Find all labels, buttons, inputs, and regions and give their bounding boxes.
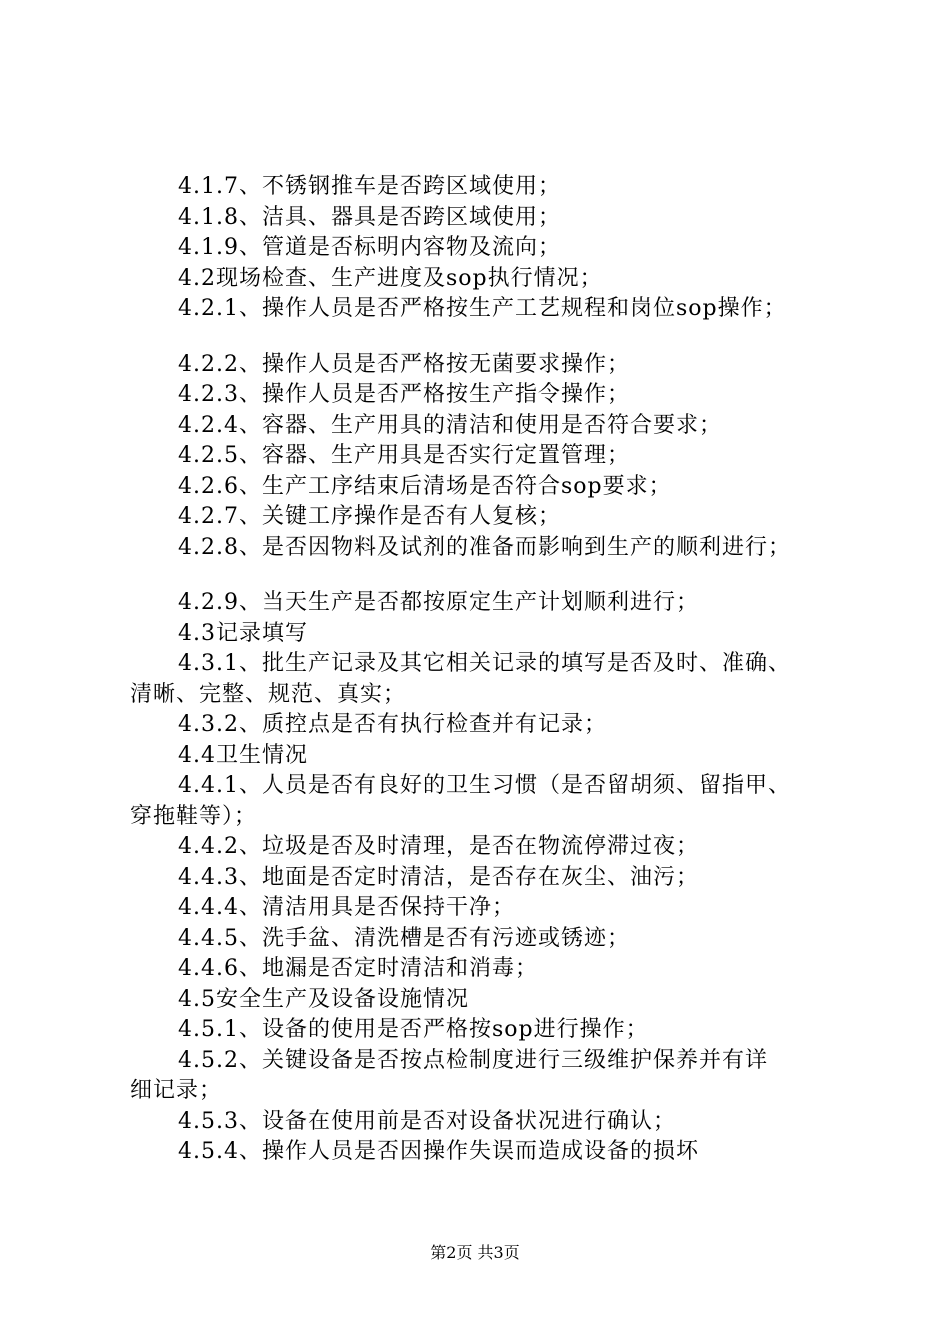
text-line: 4.5.2、关键设备是否按点检制度进行三级维护保养并有详 [178,1047,768,1073]
document-body [130,172,850,1168]
text-line: 4.2.2、操作人员是否严格按无菌要求操作； [178,351,630,377]
text-line: 4.2.6、生产工序结束后清场是否符合sop要求； [178,473,672,499]
paragraph-gap [130,563,850,588]
text-line: 4.4.6、地漏是否定时清洁和消毒； [178,956,538,981]
text-line: 4.2.3、操作人员是否严格按生产指令操作； [178,382,630,407]
section-heading: 4.2现场检查、生产进度及sop执行情况； [178,265,603,291]
text-line: 4.2.4、容器、生产用具的清洁和使用是否符合要求； [178,412,722,438]
text-line: 4.4.1、人员是否有良好的卫生习惯（是否留胡须、留指甲、 [178,773,791,798]
section-heading: 4.4卫生情况 [178,742,308,768]
text-line: 4.2.9、当天生产是否都按原定生产计划顺利进行； [178,590,699,615]
text-line: 4.4.3、地面是否定时清洁，是否存在灰尘、油污； [178,864,699,890]
text-line-continuation: 细记录； [130,1078,223,1103]
paragraph-gap [130,325,850,350]
section-heading: 4.5安全生产及设备设施情况 [178,986,469,1012]
text-line: 4.5.3、设备在使用前是否对设备状况进行确认； [178,1108,676,1134]
section-heading: 4.3记录填写 [178,620,308,646]
page-footer [0,1243,950,1263]
text-line: 4.4.5、洗手盆、清洗槽是否有污迹或锈迹； [178,925,630,951]
text-line: 4.2.7、关键工序操作是否有人复核； [178,504,561,529]
text-line: 4.2.8、是否因物料及试剂的准备而影响到生产的顺利进行； [178,534,791,560]
text-line: 4.3.1、批生产记录及其它相关记录的填写是否及时、准确、 [178,651,791,676]
text-line: 4.2.5、容器、生产用具是否实行定置管理； [178,443,630,468]
text-line: 4.5.4、操作人员是否因操作失误而造成设备的损坏 [178,1139,699,1164]
text-line: 4.1.7、不锈钢推车是否跨区域使用； [178,174,561,199]
text-line: 4.1.8、洁具、器具是否跨区域使用； [178,204,561,230]
text-line-continuation: 穿拖鞋等）； [130,803,258,829]
text-line: 4.2.1、操作人员是否严格按生产工艺规程和岗位sop操作； [178,296,787,321]
text-line: 4.4.4、清洁用具是否保持干净； [178,895,515,920]
text-line-continuation: 清晰、完整、规范、真实； [130,681,407,707]
text-line: 4.5.1、设备的使用是否严格按sop进行操作； [178,1017,649,1042]
page-number-label: 第2页 共3页 [430,1243,520,1262]
text-line: 4.4.2、垃圾是否及时清理，是否在物流停滞过夜； [178,834,699,859]
text-line: 4.1.9、管道是否标明内容物及流向； [178,235,561,260]
text-line: 4.3.2、质控点是否有执行检查并有记录； [178,712,607,737]
